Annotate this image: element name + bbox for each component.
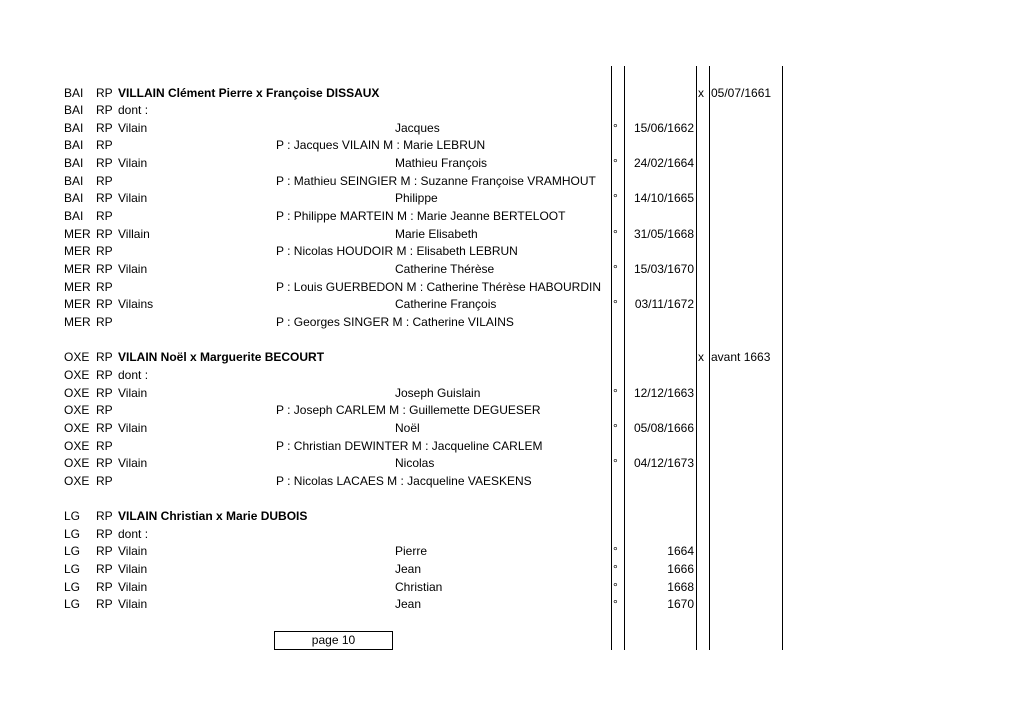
place-cell: BAI — [64, 138, 84, 153]
register-cell: RP — [96, 85, 113, 100]
table-row — [0, 473, 1024, 491]
name-cell: Vilain — [118, 562, 148, 577]
place-cell: BAI — [64, 103, 84, 118]
given-name-cell: Marie Elisabeth — [395, 226, 478, 241]
register-cell: RP — [96, 509, 113, 524]
table-row — [0, 155, 1024, 173]
place-cell: LG — [64, 509, 81, 524]
baptism-mark-cell: ° — [613, 120, 618, 135]
place-cell: BAI — [64, 209, 84, 224]
baptism-mark-cell: ° — [613, 262, 618, 276]
place-cell: OXE — [64, 350, 90, 365]
register-cell: RP — [96, 473, 113, 488]
baptism-mark-cell: ° — [613, 562, 618, 577]
baptism-date-cell: 1666 — [667, 562, 694, 577]
register-cell: RP — [96, 156, 113, 171]
table-row — [0, 561, 1024, 579]
baptism-date-cell: 04/12/1673 — [633, 456, 694, 471]
baptism-mark-cell: ° — [613, 544, 618, 559]
register-cell: RP — [96, 314, 113, 329]
table-row — [0, 208, 1024, 226]
table-row — [0, 490, 1024, 508]
baptism-date-cell: 1670 — [667, 597, 694, 612]
baptism-mark-cell: ° — [613, 226, 618, 241]
register-cell: RP — [96, 456, 113, 471]
register-cell: RP — [96, 350, 113, 365]
baptism-mark-cell: ° — [613, 297, 618, 312]
table-row — [0, 543, 1024, 561]
table-row — [0, 420, 1024, 438]
register-cell: RP — [96, 562, 113, 577]
register-cell: RP — [96, 226, 113, 241]
name-cell: Vilains — [118, 297, 154, 312]
place-cell: MER — [64, 244, 91, 259]
baptism-date-cell: 12/12/1663 — [633, 385, 694, 400]
register-cell: RP — [96, 173, 113, 188]
table-row — [0, 385, 1024, 403]
name-cell: dont : — [118, 367, 149, 382]
baptism-mark-cell: ° — [613, 156, 618, 171]
table-row — [0, 190, 1024, 208]
name-cell: VILLAIN Clément Pierre x Françoise DISSAUX — [118, 85, 380, 100]
godparents-cell: P : Christian DEWINTER M : Jacqueline CARLEM — [276, 438, 543, 453]
register-cell: RP — [96, 297, 113, 312]
place-cell: MER — [64, 279, 91, 294]
place-cell: BAI — [64, 156, 84, 171]
register-cell: RP — [96, 191, 113, 206]
godparents-cell: P : Nicolas LACAES M : Jacqueline VAESKENS — [276, 473, 532, 488]
register-cell: RP — [96, 597, 113, 612]
table-row — [0, 226, 1024, 244]
baptism-date-cell: 1668 — [667, 579, 694, 594]
register-cell: RP — [96, 103, 113, 118]
place-cell: OXE — [64, 403, 90, 418]
given-name-cell: Catherine François — [395, 297, 497, 312]
table-row — [0, 85, 1024, 103]
marriage-date-cell: avant 1663 — [711, 350, 771, 365]
place-cell: OXE — [64, 438, 90, 453]
baptism-mark-cell: ° — [613, 191, 618, 206]
table-row — [0, 261, 1024, 279]
table-row — [0, 455, 1024, 473]
given-name-cell: Jean — [395, 562, 422, 577]
register-cell: RP — [96, 526, 113, 541]
table-row — [0, 120, 1024, 138]
place-cell: LG — [64, 544, 81, 559]
name-cell: Vilain — [118, 420, 148, 435]
name-cell: Vilain — [118, 120, 148, 135]
name-cell: dont : — [118, 526, 149, 541]
register-cell: RP — [96, 120, 113, 135]
marriage-date-cell: 05/07/1661 — [711, 85, 772, 100]
register-cell: RP — [96, 438, 113, 453]
baptism-date-cell: 15/06/1662 — [633, 120, 694, 135]
table-row — [0, 296, 1024, 314]
register-cell: RP — [96, 138, 113, 153]
godparents-cell: P : Mathieu SEINGIER M : Suzanne Françoise VRAMHOUT — [276, 173, 596, 188]
given-name-cell: Jean — [395, 597, 422, 612]
baptism-mark-cell: ° — [613, 456, 618, 471]
name-cell: VILAIN Noël x Marguerite BECOURT — [118, 350, 325, 365]
table-row — [0, 508, 1024, 526]
baptism-date-cell: 03/11/1672 — [634, 297, 694, 312]
table-row — [0, 526, 1024, 544]
table-row — [0, 579, 1024, 597]
name-cell: Vilain — [118, 456, 148, 471]
given-name-cell: Catherine Thérèse — [395, 262, 495, 276]
table-row — [0, 243, 1024, 261]
baptism-date-cell: 31/05/1668 — [633, 226, 694, 241]
name-cell: Vilain — [118, 156, 148, 171]
register-cell: RP — [96, 262, 113, 276]
place-cell: LG — [64, 526, 81, 541]
place-cell: LG — [64, 597, 81, 612]
baptism-date-cell: 1664 — [667, 544, 694, 559]
baptism-mark-cell: ° — [613, 420, 618, 435]
table-row — [0, 279, 1024, 297]
table-row — [0, 596, 1024, 614]
baptism-date-cell: 15/03/1670 — [633, 262, 694, 276]
name-cell: VILAIN Christian x Marie DUBOIS — [118, 509, 308, 524]
baptism-date-cell: 24/02/1664 — [633, 156, 694, 171]
name-cell: dont : — [118, 103, 149, 118]
baptism-mark-cell: ° — [613, 597, 618, 612]
name-cell: Vilain — [118, 579, 148, 594]
godparents-cell: P : Georges SINGER M : Catherine VILAINS — [276, 314, 514, 329]
page-number-label: page 10 — [311, 633, 356, 647]
place-cell: MER — [64, 226, 91, 241]
place-cell: LG — [64, 579, 81, 594]
register-cell: RP — [96, 403, 113, 418]
name-cell: Villain — [118, 226, 150, 241]
given-name-cell: Joseph Guislain — [395, 385, 481, 400]
place-cell: BAI — [64, 120, 84, 135]
table-row — [0, 438, 1024, 456]
table-row — [0, 367, 1024, 385]
godparents-cell: P : Nicolas HOUDOIR M : Elisabeth LEBRUN — [276, 244, 518, 259]
name-cell: Vilain — [118, 385, 148, 400]
marriage-mark-cell: x — [698, 85, 704, 100]
register-cell: RP — [96, 367, 113, 382]
register-cell: RP — [96, 385, 113, 400]
place-cell: OXE — [64, 420, 90, 435]
table-row — [0, 349, 1024, 367]
register-cell: RP — [96, 244, 113, 259]
place-cell: MER — [64, 262, 91, 276]
register-cell: RP — [96, 279, 113, 294]
baptism-date-cell: 14/10/1665 — [633, 191, 694, 206]
name-cell: Vilain — [118, 597, 148, 612]
page-number-box — [274, 631, 393, 650]
table-row — [0, 314, 1024, 332]
table-row — [0, 402, 1024, 420]
place-cell: OXE — [64, 473, 90, 488]
table-row — [0, 102, 1024, 120]
place-cell: BAI — [64, 85, 84, 100]
given-name-cell: Philippe — [395, 191, 438, 206]
place-cell: BAI — [64, 173, 84, 188]
register-cell: RP — [96, 579, 113, 594]
place-cell: OXE — [64, 367, 90, 382]
register-cell: RP — [96, 420, 113, 435]
name-cell: Vilain — [118, 191, 148, 206]
place-cell: MER — [64, 314, 91, 329]
name-cell: Vilain — [118, 262, 148, 276]
name-cell: Vilain — [118, 544, 148, 559]
given-name-cell: Nicolas — [395, 456, 435, 471]
godparents-cell: P : Louis GUERBEDON M : Catherine Thérèse HABOURDIN — [276, 279, 601, 294]
given-name-cell: Noël — [395, 420, 420, 435]
baptism-date-cell: 05/08/1666 — [633, 420, 694, 435]
baptism-mark-cell: ° — [613, 579, 618, 594]
place-cell: BAI — [64, 191, 84, 206]
place-cell: MER — [64, 297, 91, 312]
given-name-cell: Jacques — [395, 120, 440, 135]
marriage-mark-cell: x — [698, 350, 704, 365]
register-cell: RP — [96, 544, 113, 559]
given-name-cell: Pierre — [395, 544, 428, 559]
given-name-cell: Christian — [395, 579, 443, 594]
table-row — [0, 332, 1024, 350]
table-row — [0, 173, 1024, 191]
place-cell: OXE — [64, 385, 90, 400]
godparents-cell: P : Joseph CARLEM M : Guillemette DEGUESER — [276, 403, 541, 418]
godparents-cell: P : Philippe MARTEIN M : Marie Jeanne BERTELOOT — [276, 209, 566, 224]
godparents-cell: P : Jacques VILAIN M : Marie LEBRUN — [276, 138, 486, 153]
place-cell: LG — [64, 562, 81, 577]
place-cell: OXE — [64, 456, 90, 471]
baptism-mark-cell: ° — [613, 385, 618, 400]
given-name-cell: Mathieu François — [395, 156, 488, 171]
table-row — [0, 137, 1024, 155]
register-cell: RP — [96, 209, 113, 224]
